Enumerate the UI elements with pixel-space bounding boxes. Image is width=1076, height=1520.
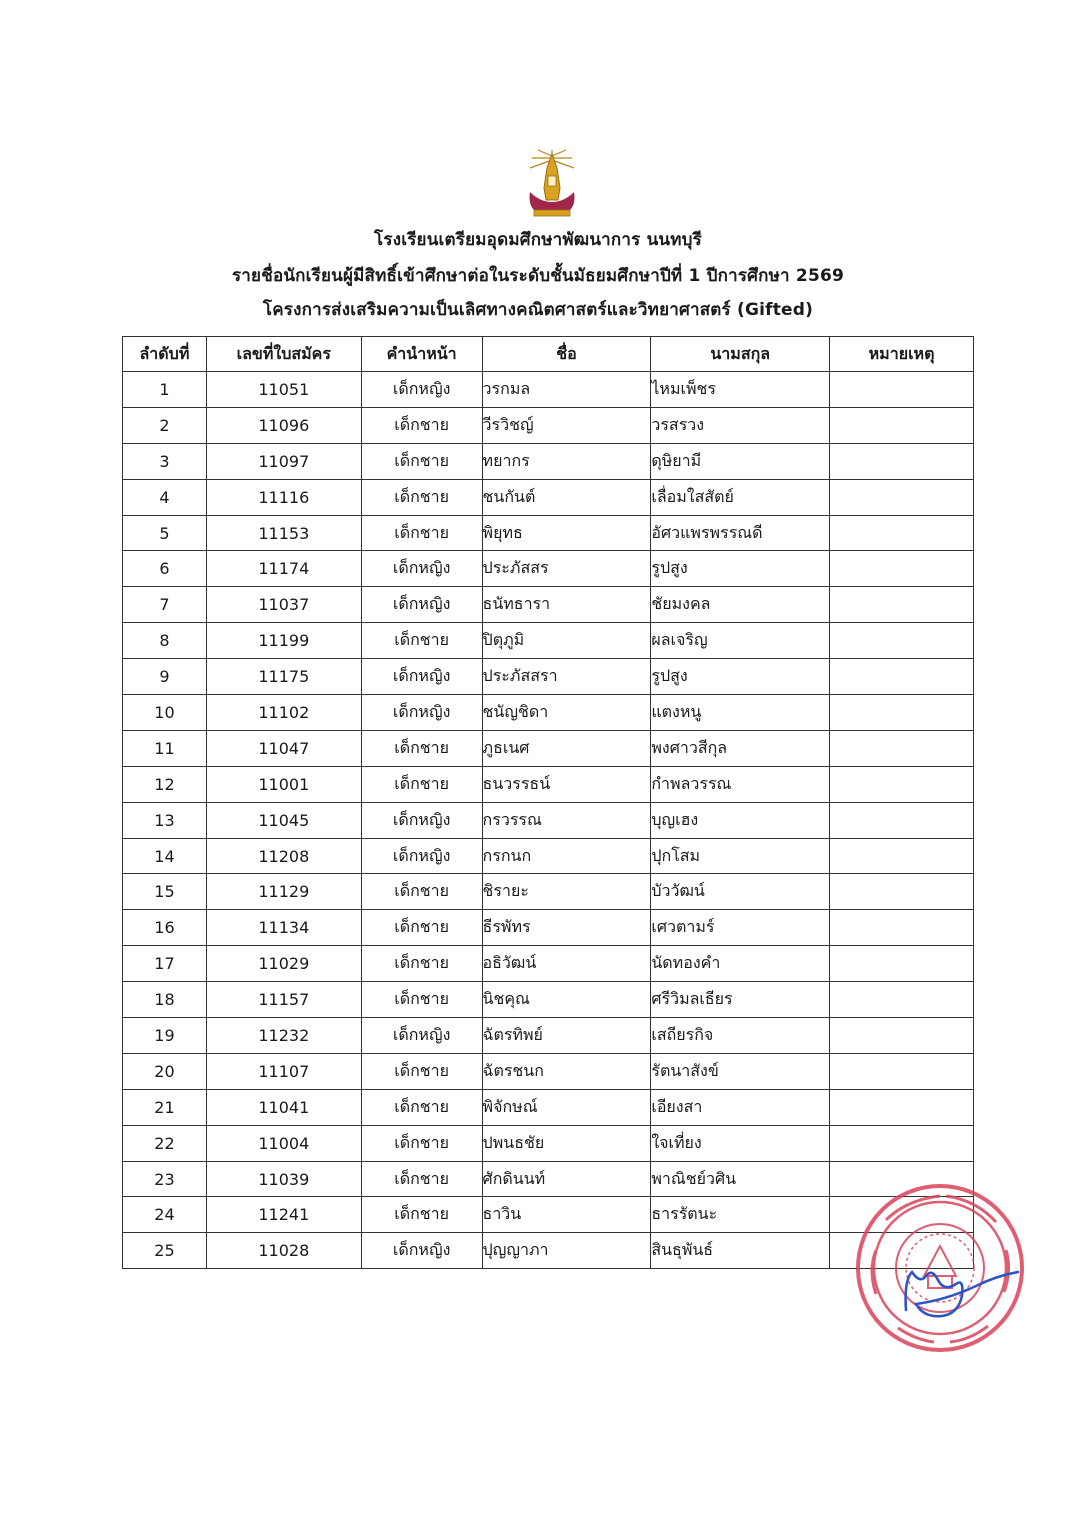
row-order-cell: 22 — [123, 1125, 207, 1161]
row-order-cell: 10 — [123, 695, 207, 731]
row-application-number-cell: 11174 — [206, 551, 361, 587]
row-first-name-cell: พิจักษณ์ — [482, 1089, 651, 1125]
row-last-name-cell: พาณิชย์วศิน — [651, 1161, 830, 1197]
row-application-number-cell: 11102 — [206, 695, 361, 731]
table-row — [123, 515, 974, 551]
row-remark-cell — [830, 910, 974, 946]
column-header-first-name: ชื่อ — [482, 337, 651, 372]
row-prefix-cell: เด็กหญิง — [361, 659, 482, 695]
table-row — [123, 659, 974, 695]
row-prefix-cell: เด็กหญิง — [361, 587, 482, 623]
row-first-name-cell: ปพนธชัย — [482, 1125, 651, 1161]
row-application-number-cell: 11199 — [206, 623, 361, 659]
row-last-name-cell: ใจเที่ยง — [651, 1125, 830, 1161]
row-last-name-cell: แตงหนู — [651, 695, 830, 731]
row-prefix-cell: เด็กชาย — [361, 1089, 482, 1125]
row-last-name-cell: กำพลวรรณ — [651, 766, 830, 802]
row-remark-cell — [830, 730, 974, 766]
row-first-name-cell: ปุญญาภา — [482, 1233, 651, 1269]
official-seal-stamp — [846, 1180, 1026, 1356]
row-application-number-cell: 11037 — [206, 587, 361, 623]
table-row — [123, 766, 974, 802]
table-row — [123, 372, 974, 408]
row-remark-cell — [830, 623, 974, 659]
row-prefix-cell: เด็กหญิง — [361, 695, 482, 731]
row-prefix-cell: เด็กชาย — [361, 407, 482, 443]
row-first-name-cell: ประภัสสรา — [482, 659, 651, 695]
row-prefix-cell: เด็กหญิง — [361, 838, 482, 874]
row-last-name-cell: ไหมเพ็ชร — [651, 372, 830, 408]
row-last-name-cell: ศรีวิมลเธียร — [651, 982, 830, 1018]
row-remark-cell — [830, 587, 974, 623]
row-prefix-cell: เด็กชาย — [361, 515, 482, 551]
row-first-name-cell: ปิตุภูมิ — [482, 623, 651, 659]
table-header-row — [123, 337, 974, 372]
row-application-number-cell: 11153 — [206, 515, 361, 551]
row-order-cell: 23 — [123, 1161, 207, 1197]
row-order-cell: 21 — [123, 1089, 207, 1125]
row-order-cell: 2 — [123, 407, 207, 443]
row-prefix-cell: เด็กชาย — [361, 1197, 482, 1233]
row-first-name-cell: ธนัทธารา — [482, 587, 651, 623]
row-last-name-cell: ชัยมงคล — [651, 587, 830, 623]
row-application-number-cell: 11107 — [206, 1053, 361, 1089]
row-prefix-cell: เด็กชาย — [361, 443, 482, 479]
row-remark-cell — [830, 407, 974, 443]
row-last-name-cell: เอียงสา — [651, 1089, 830, 1125]
row-first-name-cell: ทยากร — [482, 443, 651, 479]
table-row — [123, 730, 974, 766]
row-application-number-cell: 11051 — [206, 372, 361, 408]
column-header-order: ลำดับที่ — [123, 337, 207, 372]
row-prefix-cell: เด็กชาย — [361, 874, 482, 910]
row-prefix-cell: เด็กชาย — [361, 1161, 482, 1197]
table-row — [123, 407, 974, 443]
column-header-application-number: เลขที่ใบสมัคร — [206, 337, 361, 372]
row-remark-cell — [830, 1018, 974, 1054]
row-first-name-cell: ภูธเนศ — [482, 730, 651, 766]
table-row — [123, 1089, 974, 1125]
row-remark-cell — [830, 1125, 974, 1161]
row-prefix-cell: เด็กชาย — [361, 1125, 482, 1161]
row-application-number-cell: 11241 — [206, 1197, 361, 1233]
row-remark-cell — [830, 443, 974, 479]
row-remark-cell — [830, 838, 974, 874]
column-header-last-name: นามสกุล — [651, 337, 830, 372]
table-row — [123, 1125, 974, 1161]
table-row — [123, 623, 974, 659]
row-application-number-cell: 11028 — [206, 1233, 361, 1269]
table-row — [123, 910, 974, 946]
student-roster-table — [122, 336, 974, 1269]
row-prefix-cell: เด็กชาย — [361, 623, 482, 659]
row-order-cell: 15 — [123, 874, 207, 910]
row-remark-cell — [830, 515, 974, 551]
row-last-name-cell: เศวตามร์ — [651, 910, 830, 946]
column-header-prefix: คำนำหน้า — [361, 337, 482, 372]
row-prefix-cell: เด็กชาย — [361, 910, 482, 946]
row-application-number-cell: 11208 — [206, 838, 361, 874]
row-last-name-cell: เสถียรกิจ — [651, 1018, 830, 1054]
row-application-number-cell: 11129 — [206, 874, 361, 910]
row-order-cell: 11 — [123, 730, 207, 766]
row-remark-cell — [830, 695, 974, 731]
row-first-name-cell: ฉัตรทิพย์ — [482, 1018, 651, 1054]
row-remark-cell — [830, 946, 974, 982]
row-remark-cell — [830, 766, 974, 802]
row-prefix-cell: เด็กหญิง — [361, 802, 482, 838]
row-order-cell: 16 — [123, 910, 207, 946]
row-first-name-cell: กรกนก — [482, 838, 651, 874]
row-prefix-cell: เด็กชาย — [361, 479, 482, 515]
row-remark-cell — [830, 874, 974, 910]
row-first-name-cell: กรวรรณ — [482, 802, 651, 838]
table-row — [123, 802, 974, 838]
row-order-cell: 8 — [123, 623, 207, 659]
row-order-cell: 3 — [123, 443, 207, 479]
row-order-cell: 5 — [123, 515, 207, 551]
row-first-name-cell: ธนวรรธน์ — [482, 766, 651, 802]
table-row — [123, 695, 974, 731]
table-row — [123, 874, 974, 910]
list-subtitle-heading: รายชื่อนักเรียนผู้มีสิทธิ์เข้าศึกษาต่อในระดับชั้นมัธยมศึกษาปีที่ 1 ปีการศึกษา 2569 — [231, 266, 845, 286]
row-last-name-cell: ดุษิยามี — [651, 443, 830, 479]
row-last-name-cell: สินธุพันธ์ — [651, 1233, 830, 1269]
table-row — [123, 479, 974, 515]
row-application-number-cell: 11001 — [206, 766, 361, 802]
row-first-name-cell: นิชคุณ — [482, 982, 651, 1018]
row-order-cell: 7 — [123, 587, 207, 623]
row-last-name-cell: อัศวแพรพรรณดี — [651, 515, 830, 551]
row-application-number-cell: 11134 — [206, 910, 361, 946]
row-last-name-cell: วรสรวง — [651, 407, 830, 443]
row-last-name-cell: รูปสูง — [651, 551, 830, 587]
row-first-name-cell: ประภัสสร — [482, 551, 651, 587]
row-order-cell: 9 — [123, 659, 207, 695]
row-prefix-cell: เด็กหญิง — [361, 1018, 482, 1054]
row-prefix-cell: เด็กชาย — [361, 730, 482, 766]
row-order-cell: 1 — [123, 372, 207, 408]
row-first-name-cell: วีรวิชญ์ — [482, 407, 651, 443]
row-application-number-cell: 11004 — [206, 1125, 361, 1161]
row-remark-cell — [830, 479, 974, 515]
row-application-number-cell: 11157 — [206, 982, 361, 1018]
row-last-name-cell: ปุกโสม — [651, 838, 830, 874]
row-application-number-cell: 11096 — [206, 407, 361, 443]
row-first-name-cell: ฉัตรชนก — [482, 1053, 651, 1089]
table-row — [123, 838, 974, 874]
row-first-name-cell: ธีรพัทร — [482, 910, 651, 946]
row-last-name-cell: บัววัฒน์ — [651, 874, 830, 910]
row-order-cell: 4 — [123, 479, 207, 515]
table-row — [123, 443, 974, 479]
row-order-cell: 6 — [123, 551, 207, 587]
row-first-name-cell: วรกมล — [482, 372, 651, 408]
row-first-name-cell: พิยุทธ — [482, 515, 651, 551]
table-row — [123, 946, 974, 982]
row-order-cell: 13 — [123, 802, 207, 838]
row-last-name-cell: เลื่อมใสสัตย์ — [651, 479, 830, 515]
row-application-number-cell: 11045 — [206, 802, 361, 838]
row-application-number-cell: 11175 — [206, 659, 361, 695]
row-application-number-cell: 11029 — [206, 946, 361, 982]
row-order-cell: 18 — [123, 982, 207, 1018]
row-application-number-cell: 11047 — [206, 730, 361, 766]
row-remark-cell — [830, 551, 974, 587]
program-heading: โครงการส่งเสริมความเป็นเลิศทางคณิตศาสตร์และวิทยาศาสตร์ (Gifted) — [262, 300, 814, 320]
row-order-cell: 12 — [123, 766, 207, 802]
table-row — [123, 982, 974, 1018]
row-order-cell: 20 — [123, 1053, 207, 1089]
row-application-number-cell: 11039 — [206, 1161, 361, 1197]
row-prefix-cell: เด็กชาย — [361, 946, 482, 982]
row-last-name-cell: รัตนาสังข์ — [651, 1053, 830, 1089]
row-last-name-cell: บุญเฮง — [651, 802, 830, 838]
row-prefix-cell: เด็กชาย — [361, 766, 482, 802]
column-header-remark: หมายเหตุ — [830, 337, 974, 372]
row-remark-cell — [830, 372, 974, 408]
table-row — [123, 551, 974, 587]
row-first-name-cell: ชนกันต์ — [482, 479, 651, 515]
row-last-name-cell: ผลเจริญ — [651, 623, 830, 659]
row-remark-cell — [830, 1089, 974, 1125]
row-first-name-cell: ชิรายะ — [482, 874, 651, 910]
row-first-name-cell: ชนัญชิดา — [482, 695, 651, 731]
school-name-heading: โรงเรียนเตรียมอุดมศึกษาพัฒนาการ นนทบุรี — [374, 230, 702, 250]
table-row — [123, 1018, 974, 1054]
school-crest-icon — [524, 148, 580, 222]
row-last-name-cell: นัดทองคำ — [651, 946, 830, 982]
row-application-number-cell: 11097 — [206, 443, 361, 479]
row-last-name-cell: พงศาวสีกุล — [651, 730, 830, 766]
row-last-name-cell: ธารรัตนะ — [651, 1197, 830, 1233]
row-remark-cell — [830, 659, 974, 695]
row-remark-cell — [830, 1053, 974, 1089]
row-order-cell: 19 — [123, 1018, 207, 1054]
row-first-name-cell: ธาวิน — [482, 1197, 651, 1233]
row-prefix-cell: เด็กหญิง — [361, 551, 482, 587]
row-first-name-cell: ศักดินนท์ — [482, 1161, 651, 1197]
row-prefix-cell: เด็กหญิง — [361, 372, 482, 408]
row-order-cell: 14 — [123, 838, 207, 874]
row-prefix-cell: เด็กชาย — [361, 1053, 482, 1089]
row-order-cell: 24 — [123, 1197, 207, 1233]
table-row — [123, 1053, 974, 1089]
row-order-cell: 17 — [123, 946, 207, 982]
row-application-number-cell: 11232 — [206, 1018, 361, 1054]
table-row — [123, 587, 974, 623]
row-last-name-cell: รูปสูง — [651, 659, 830, 695]
row-remark-cell — [830, 802, 974, 838]
row-remark-cell — [830, 982, 974, 1018]
row-application-number-cell: 11116 — [206, 479, 361, 515]
row-prefix-cell: เด็กหญิง — [361, 1233, 482, 1269]
row-first-name-cell: อธิวัฒน์ — [482, 946, 651, 982]
row-prefix-cell: เด็กชาย — [361, 982, 482, 1018]
row-application-number-cell: 11041 — [206, 1089, 361, 1125]
row-order-cell: 25 — [123, 1233, 207, 1269]
